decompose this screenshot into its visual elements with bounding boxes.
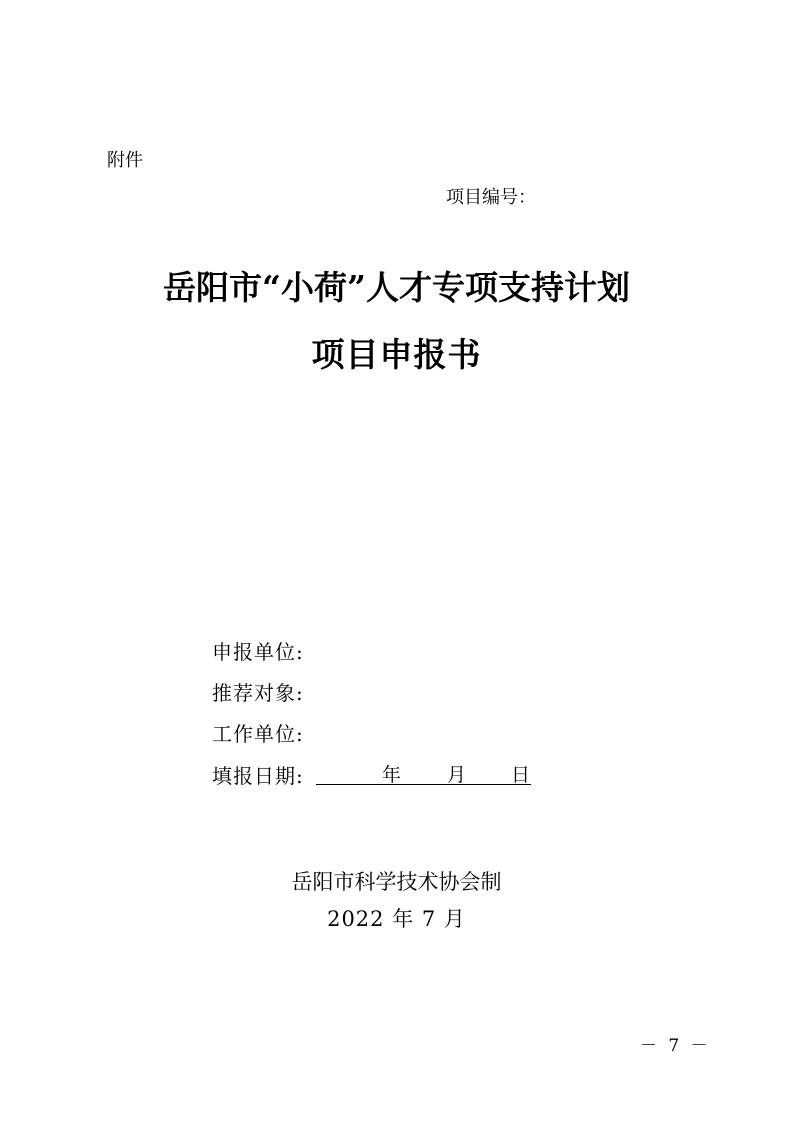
recommended-person-label: 推荐对象: — [212, 681, 304, 705]
fill-date-blank — [316, 760, 531, 785]
document-title: 岳阳市“小荷”人才专项支持计划 — [163, 268, 630, 307]
work-unit-label: 工作单位: — [212, 722, 304, 746]
attachment-label: 附件 — [107, 150, 143, 171]
document-subtitle: 项目申报书 — [311, 335, 482, 374]
project-number-label: 项目编号： — [446, 187, 536, 208]
page-number: － 7 － — [640, 1036, 711, 1056]
date-year-label: 年 — [382, 764, 402, 786]
applicant-unit-label: 申报单位: — [212, 640, 304, 664]
issuing-organization: 岳阳市科学技术协会制 — [291, 870, 502, 894]
date-day-label: 日 — [511, 764, 531, 786]
issue-date: 2022 年 7 月 — [327, 907, 466, 931]
date-month-label: 月 — [447, 764, 467, 786]
fill-date-label: 填报日期: — [212, 764, 304, 788]
